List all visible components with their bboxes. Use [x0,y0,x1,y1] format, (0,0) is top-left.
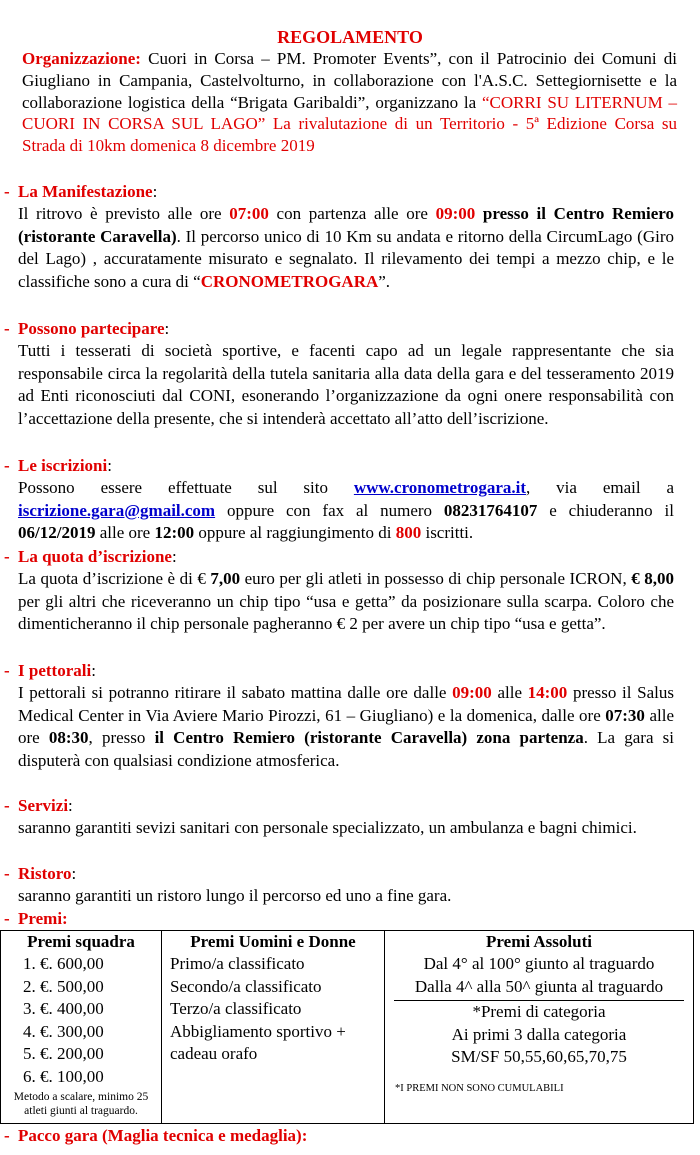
time-value: 07:30 [605,705,645,725]
text: Possono essere effettuate sul sito [18,478,354,497]
fax-number: 08231764107 [443,500,538,520]
section-body: saranno garantiti sevizi sanitari con personale specializzato, un ambulanza e bagni chimici. [18,818,637,837]
list-item: Abbigliamento sportivo + cadeau orafo [170,1021,346,1064]
text: con partenza alle ore [268,204,436,223]
section-premi [0,908,700,930]
section-heading: Possono partecipare [18,319,165,338]
absolute-line: Dalla 4^ alla 50^ giunta al traguardo [414,976,664,996]
text: iscritti. [421,523,474,543]
absolute-prizes-cell [385,931,694,1124]
time-value: 14:00 [527,683,568,702]
text: ”. [378,271,391,291]
list-item: 2. €. 500,00 [23,976,104,996]
section-heading: La Manifestazione [18,182,153,201]
location: presso il Centro Remiero (ristorante Caravella) [18,204,674,246]
location: il Centro Remiero (ristorante Caravella) zona partenza [154,728,584,748]
text: Il ritrovo è previsto alle ore [18,204,230,223]
section-body [18,682,674,772]
text: oppure con fax al numero [215,500,444,520]
text: La quota d’iscrizione è di € [18,569,211,588]
text: presso il Salus Medical Center in Via Aviere Mario Pirozzi, 61 – Giugliano) e la domenica, dalle ore [18,683,674,725]
prizes-table [0,930,694,1124]
team-prizes-heading: Premi squadra [27,932,135,951]
section-heading: I pettorali [18,661,92,680]
text: , via email a [526,478,675,497]
section-body: Tutti i tesserati di società sportive, e facenti capo ad un legale rappresentante che sia responsabile circa la regolarità della tutela sanitaria alla data della gara e del tesseramento 2019 ad Enti riconosciuti dal CONI, esonerando l’organizzazione da ogni onere responsabilità con l’accettazione della presente, che si intenderà accettato all’atto dell’iscrizione. [18,341,674,428]
closing-time: 12:00 [154,523,195,543]
text: alle ore [95,523,155,543]
bullet-dash: - [4,661,10,680]
list-item: 3. €. 400,00 [23,999,104,1019]
section-servizi: - Servizi: saranno garantiti sevizi sanitari con personale specializzato, un ambulanza e bagni chimici. [0,795,700,840]
list-item: 4. €. 300,00 [23,1021,104,1041]
team-prizes-list [1,953,161,1089]
section-heading: La quota d’iscrizione [18,547,172,566]
absolute-line: Dal 4° al 100° giunto al traguardo [423,954,655,973]
section-partecipare: - Possono partecipare: Tutti i tesserati di società sportive, e facenti capo ad un legale rappresentante che sia responsabile circa la regolarità della tutela sanitaria alla data della gara e del tesseramento 2019 ad Enti riconosciuti dal CONI, esonerando l’organizzazione da ogni onere responsabilità con l’accettazione della presente, che si intenderà accettato all’atto dell’iscrizione. [0,318,700,430]
price: 7,00 [210,569,241,588]
list-item: 1. €. 600,00 [23,954,104,973]
text: . Il percorso unico di 10 Km su andata e ritorno della CircumLago (Giro del Lago) , accuratamente misurato e segnalato. Il rilevamento dei tempi a mezzo chip, e le classifiche sono a cura di “ [18,226,674,291]
text: e chiuderanno il [537,500,674,520]
text: I pettorali si potranno ritirare il sabato mattina dalle ore dalle [18,683,453,702]
list-item: 6. €. 100,00 [23,1066,104,1086]
intro-paragraph [22,48,677,157]
bullet-dash: - [4,319,10,338]
section-body [18,203,674,293]
bullet-dash: - [4,864,10,883]
page-title: REGOLAMENTO [277,27,423,47]
section-manifestazione: - La Manifestazione: Il ritrovo è previsto alle ore 07:00 con partenza alle ore 09:00 presso il Centro Remiero (ristorante Caravella). Il percorso unico di 10 Km su andata e ritorno della CircumLago (Giro del Lago) , accuratamente misurato e segnalato. Il rilevamento dei tempi a mezzo chip, e le classifiche sono a cura di “CRONOMETROGARA”. [0,181,700,293]
section-heading: Pacco gara (Maglia tecnica e medaglia): [18,1126,308,1145]
section-ristoro: - Ristoro: saranno garantiti un ristoro lungo il percorso ed uno a fine gara. [0,863,700,908]
team-prizes-note: Metodo a scalare, minimo 25 atleti giunti al traguardo. [13,1090,149,1117]
section-heading: Premi: [18,909,68,928]
text: alle [491,683,528,702]
section-pacco-gara [0,1125,700,1147]
category-line: *Premi di categoria [472,1002,606,1022]
text: alle ore [18,705,674,748]
not-cumulative-note: *I PREMI NON SONO CUMULABILI [395,1082,564,1094]
section-body [18,477,674,545]
time-value: 08:30 [48,728,89,748]
website-link[interactable]: www.cronometrogara.it [353,478,527,497]
bullet-dash: - [4,1126,10,1145]
time-value: 09:00 [435,204,476,223]
bullet-dash: - [4,456,10,475]
bullet-dash: - [4,547,10,566]
bullet-dash: - [4,909,10,928]
text: euro per gli atleti in possesso di chip personale ICRON, [240,569,632,588]
closing-date: 06/12/2019 [18,523,96,543]
email-link[interactable]: iscrizione.gara@gmail.com [18,500,216,520]
time-value: 09:00 [452,683,492,702]
bullet-dash: - [4,182,10,201]
max-entries: 800 [395,523,422,543]
category-line: Ai primi 3 dalla categoria [451,1024,627,1044]
category-line: SM/SF 50,55,60,65,70,75 [451,1047,627,1067]
text: per gli altri che riceveranno un chip tipo “usa e getta” da posizionare sulla scarpa. Coloro che dimenticheranno il chip personale pagheranno € 2 per avere un chip tipo “usa e getta”. [18,591,674,634]
section-body [18,568,674,636]
list-item: Secondo/a classificato [170,976,322,996]
event-name: “CORRI SU LITERNUM – CUORI IN CORSA SUL LAGO” La rivalutazione di un Territorio - 5ª Edizione Corsa su Strada di 10km domenica 8 dicembre 2019 [22,92,677,156]
text: oppure al raggiungimento di [194,523,396,543]
section-iscrizioni: - Le iscrizioni: Possono essere effettuate sul sito www.cronometrogara.it, via email a iscrizione.gara@gmail.com oppure con fax al numero 08231764107 e chiuderanno il 06/12/2019 alle ore 12:00 oppure al raggiungimento di 800 iscritti. [0,455,700,545]
section-quota: - La quota d’iscrizione: La quota d’iscrizione è di € 7,00 euro per gli atleti in possesso di chip personale ICRON, € 8,00 per gli altri che riceveranno un chip tipo “usa e getta” da posizionare sulla scarpa. Coloro che dimenticheranno il chip personale pagheranno € 2 per avere un chip tipo “usa e getta”. [0,546,700,636]
list-item: Terzo/a classificato [170,999,302,1019]
absolute-prizes-heading: Premi Assoluti [486,932,592,951]
text: , presso [88,728,155,748]
section-body: saranno garantiti un ristoro lungo il percorso ed uno a fine gara. [18,886,452,905]
list-item: Primo/a classificato [170,954,305,973]
list-item: 5. €. 200,00 [23,1044,104,1064]
time-value: 07:00 [229,204,269,223]
men-women-heading: Premi Uomini e Donne [190,932,356,951]
men-women-prizes-cell [162,931,385,1124]
intro-label: Organizzazione: [22,49,141,68]
section-heading: Servizi [18,796,69,815]
section-heading: Le iscrizioni [18,456,108,475]
intro-text: Cuori in Corsa – PM. Promoter Events”, con il Patrocinio dei Comuni di Giugliano in Campania, Castelvolturno, in collaborazione con l'A.S.C. Settegiornisette e la collaborazione logistica della “Brigata Garibaldi”, organizzano la [22,49,677,112]
bullet-dash: - [4,796,10,815]
section-pettorali: - I pettorali: I pettorali si potranno ritirare il sabato mattina dalle ore dalle 09:00 alle 14:00 presso il Salus Medical Center in Via Aviere Mario Pirozzi, 61 – Giugliano) e la domenica, dalle ore 07:30 alle ore 08:30, presso il Centro Remiero (ristorante Caravella) zona partenza. La gara si disputerà con qualsiasi condizione atmosferica. [0,660,700,772]
section-heading: Ristoro [18,864,72,883]
price: € 8,00 [631,569,674,588]
text: . La gara si disputerà con qualsiasi condizione atmosferica. [18,728,674,770]
brand-name: CRONOMETROGARA [200,271,379,291]
team-prizes-cell [1,931,162,1124]
